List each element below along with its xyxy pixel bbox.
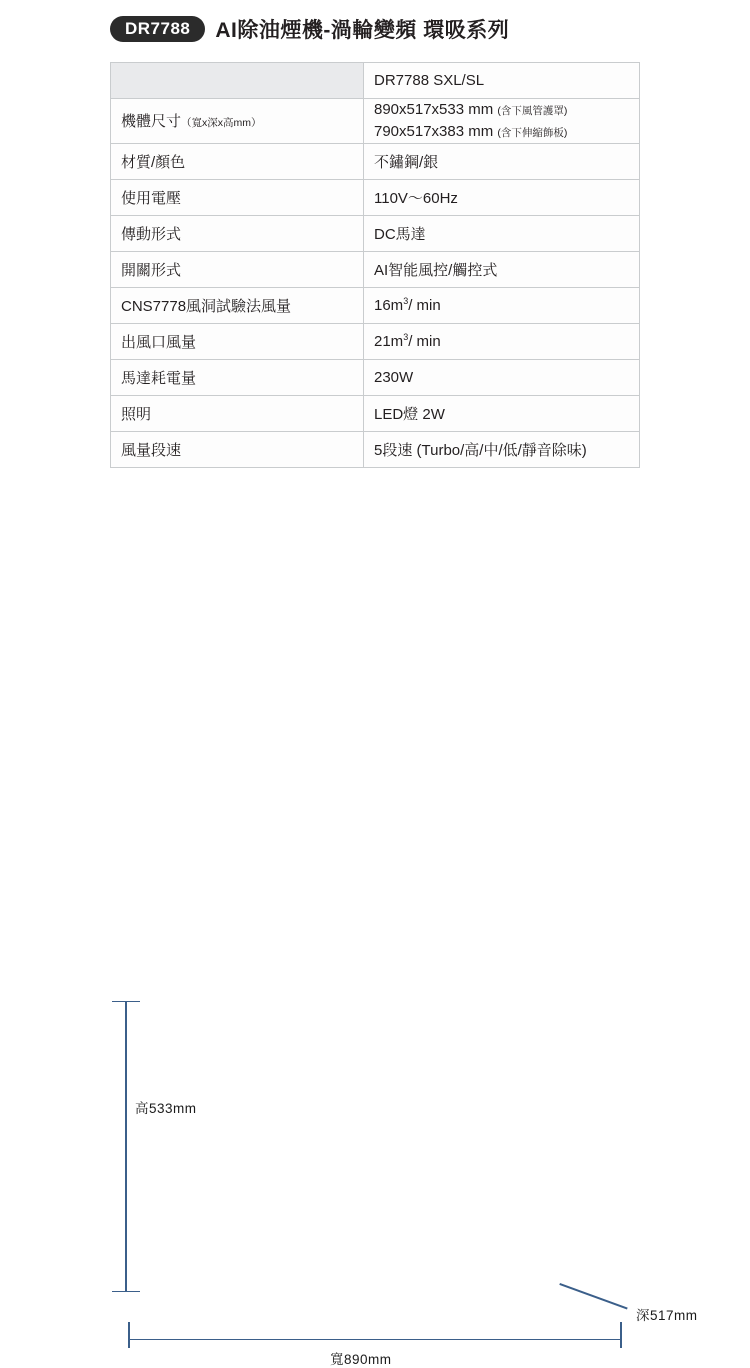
spec-label-material: 材質/顏色 bbox=[111, 143, 364, 179]
table-row bbox=[111, 323, 640, 359]
table-row bbox=[111, 359, 640, 395]
spec-value-voltage: 110V～60Hz bbox=[364, 179, 640, 215]
page-title: AI除油煙機-渦輪變頻 環吸系列 bbox=[215, 19, 510, 42]
width-measure-tick-right bbox=[620, 1322, 622, 1348]
spec-label-lighting: 照明 bbox=[111, 395, 364, 431]
table-row bbox=[111, 143, 640, 179]
spec-header-value: DR7788 SXL/SL bbox=[364, 63, 640, 99]
spec-label-text: 機體尺寸 bbox=[121, 113, 182, 131]
width-measure-line bbox=[128, 1339, 622, 1341]
spec-value-outlet-airflow: $21m^3/$ min bbox=[364, 323, 640, 359]
spec-value-dimensions bbox=[364, 99, 640, 144]
table-row bbox=[111, 395, 640, 431]
dimension-value-1: 890x517x533 mm bbox=[374, 101, 494, 118]
product-figure bbox=[0, 480, 750, 1367]
spec-value-drive: DC馬達 bbox=[364, 215, 640, 251]
spec-label-note: （寬x深x高mm） bbox=[181, 117, 262, 130]
table-row bbox=[111, 251, 640, 287]
page-header bbox=[0, 0, 750, 54]
spec-label-speed: 風量段速 bbox=[111, 431, 364, 467]
dimension-line-1 bbox=[374, 99, 629, 121]
dimension-note-2: (含下伸縮飾板) bbox=[497, 126, 568, 139]
table-row bbox=[111, 431, 640, 467]
spec-value-lighting: LED燈 2W bbox=[364, 395, 640, 431]
spec-label-cns-airflow: CNS7778風洞試驗法風量 bbox=[111, 287, 364, 323]
spec-header-label bbox=[111, 63, 364, 99]
spec-value-material: 不鏽鋼/銀 bbox=[364, 143, 640, 179]
range-hood-illustration bbox=[0, 480, 750, 880]
dimension-value-2: 790x517x383 mm bbox=[374, 122, 494, 140]
dimension-note-1: (含下風管護罩) bbox=[497, 105, 568, 117]
depth-measure-label: 深517mm bbox=[636, 1307, 698, 1323]
table-row bbox=[111, 287, 640, 323]
dimension-line-2 bbox=[374, 121, 629, 143]
table-row bbox=[111, 99, 640, 144]
spec-value-power: 230W bbox=[364, 359, 640, 395]
height-measure-label: 高533mm bbox=[131, 1095, 201, 1119]
table-row-header bbox=[111, 63, 640, 99]
spec-value-speed: 5段速 (Turbo/高/中/低/靜音除味) bbox=[364, 431, 640, 467]
spec-label-voltage: 使用電壓 bbox=[111, 179, 364, 215]
width-measure-label: 寬890mm bbox=[330, 1351, 392, 1367]
spec-label-drive: 傳動形式 bbox=[111, 215, 364, 251]
model-badge: DR7788 bbox=[110, 16, 205, 42]
spec-label-outlet-airflow: 出風口風量 bbox=[111, 323, 364, 359]
spec-label-power: 馬達耗電量 bbox=[111, 359, 364, 395]
table-row bbox=[111, 215, 640, 251]
width-measure-tick-left bbox=[128, 1322, 130, 1348]
table-row bbox=[111, 179, 640, 215]
spec-table-container bbox=[0, 54, 750, 468]
height-measure-line bbox=[125, 1001, 127, 1292]
spec-value-switch: AI智能風控/觸控式 bbox=[364, 251, 640, 287]
spec-label-switch: 開關形式 bbox=[111, 251, 364, 287]
spec-label-dimensions bbox=[111, 99, 364, 144]
spec-value-cns-airflow: $16m^3/$ min bbox=[364, 287, 640, 323]
depth-measure-line bbox=[559, 1283, 627, 1309]
spec-table bbox=[110, 62, 640, 468]
